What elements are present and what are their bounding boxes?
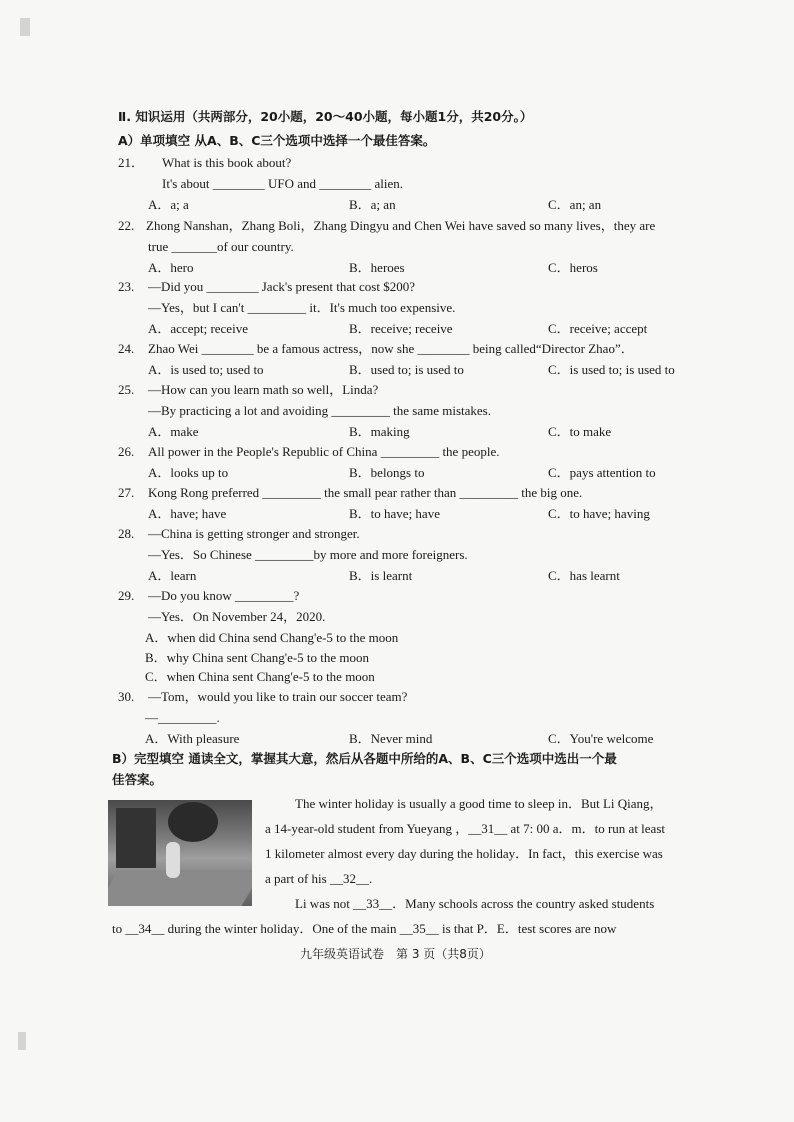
scan-mark-top [20, 18, 30, 36]
q21-option-b: B．a; an [349, 197, 396, 212]
q22-stem: Zhong Nanshan，Zhang Boli，Zhang Dingyu and Chen Wei have saved so many lives，they are [146, 218, 656, 233]
q22-option-c: C．heros [548, 260, 598, 275]
scan-mark-bottom [18, 1032, 26, 1050]
q29-number: 29. [118, 588, 135, 603]
q30-option-b: B．Never mind [349, 731, 433, 746]
q30-option-a: A．With pleasure [145, 731, 240, 746]
q26-number: 26. [118, 444, 135, 459]
q25-stem: —How can you learn math so well，Linda? [148, 382, 379, 397]
q23-line2: —Yes，but I can't _________ it．It's much too expensive. [148, 300, 456, 315]
part-a-instruction: A）单项填空 从A、B、C三个选项中选择一个最佳答案。 [118, 133, 436, 148]
part-b-instruction-line1: B）完型填空 通读全文，掌握其大意，然后从各题中所给的A、B、C三个选项中选出一个最 [112, 751, 617, 766]
q21-stem: What is this book about? [162, 155, 292, 170]
q30-option-c: C．You're welcome [548, 731, 654, 746]
q22-number: 22. [118, 218, 135, 233]
q29-line2: —Yes．On November 24，2020. [148, 609, 326, 624]
q26-option-b: B．belongs to [349, 465, 425, 480]
q30-number: 30. [118, 689, 135, 704]
q23-stem: —Did you ________ Jack's present that cost $200? [148, 279, 415, 294]
q21-option-c: C．an; an [548, 197, 602, 212]
q29-stem: —Do you know _________? [148, 588, 300, 603]
q24-option-a: A．is used to; used to [148, 362, 264, 377]
passage-line-3: 1 kilometer almost every day during the holiday．In fact，this exercise was [265, 846, 663, 861]
runner-photo [108, 800, 252, 906]
q27-stem: Kong Rong preferred _________ the small pear rather than _________ the big one. [148, 485, 583, 500]
q24-option-b: B．used to; is used to [349, 362, 464, 377]
q21-option-a: A．a; a [148, 197, 189, 212]
q25-option-a: A．make [148, 424, 199, 439]
q28-stem: —China is getting stronger and stronger. [148, 526, 360, 541]
q29-option-b: B．why China sent Chang'e-5 to the moon [145, 650, 370, 665]
q29-option-c: C．when China sent Chang'e-5 to the moon [145, 669, 375, 684]
q25-option-c: C．to make [548, 424, 612, 439]
q26-stem: All power in the People's Republic of China _________ the people. [148, 444, 500, 459]
part-b-instruction-line2: 佳答案。 [112, 772, 163, 787]
q29-option-a: A．when did China send Chang'e-5 to the moon [145, 630, 399, 645]
q23-option-c: C．receive; accept [548, 321, 648, 336]
q22-option-a: A．hero [148, 260, 194, 275]
passage-line-5: Li was not __33__．Many schools across the country asked students [295, 896, 655, 911]
q25-line2: —By practicing a lot and avoiding _________ the same mistakes. [148, 403, 491, 418]
q22-option-b: B．heroes [349, 260, 405, 275]
passage-line-6: to __34__ during the winter holiday．One of the main __35__ is that P．E．test scores are now [112, 921, 617, 936]
passage-line-4: a part of his __32__. [265, 871, 373, 886]
q25-option-b: B．making [349, 424, 410, 439]
q26-option-a: A．looks up to [148, 465, 229, 480]
q23-option-a: A．accept; receive [148, 321, 248, 336]
q24-stem: Zhao Wei ________ be a famous actress，now she ________ being called“Director Zhao”． [148, 341, 634, 356]
q21-line2: It's about ________ UFO and ________ alien. [162, 176, 404, 191]
q28-number: 28. [118, 526, 135, 541]
page-footer: 九年级英语试卷 第 3 页（共8页） [300, 947, 491, 961]
q30-line2: —_________. [145, 710, 220, 725]
q21-number: 21． [118, 155, 145, 170]
passage-line-1: The winter holiday is usually a good time to sleep in．But Li Qiang， [295, 796, 663, 811]
passage-line-2: a 14-year-old student from Yueyang ，__31__ at 7: 00 a．m．to run at least [265, 821, 665, 836]
q27-number: 27. [118, 485, 135, 500]
q26-option-c: C．pays attention to [548, 465, 656, 480]
q24-number: 24. [118, 341, 135, 356]
q27-option-c: C．to have; having [548, 506, 650, 521]
section-header: Ⅱ. 知识运用（共两部分，20小题，20～40小题，每小题1分，共20分。） [118, 109, 533, 124]
q22-line2: true _______of our country. [148, 239, 294, 254]
q28-option-c: C．has learnt [548, 568, 620, 583]
q25-number: 25. [118, 382, 135, 397]
q27-option-a: A．have; have [148, 506, 227, 521]
q23-number: 23. [118, 279, 135, 294]
q23-option-b: B．receive; receive [349, 321, 453, 336]
q28-option-b: B．is learnt [349, 568, 413, 583]
q30-stem: —Tom，would you like to train our soccer team? [148, 689, 408, 704]
q24-option-c: C．is used to; is used to [548, 362, 675, 377]
q28-line2: —Yes．So Chinese _________by more and more foreigners. [148, 547, 468, 562]
q28-option-a: A．learn [148, 568, 197, 583]
q27-option-b: B．to have; have [349, 506, 440, 521]
